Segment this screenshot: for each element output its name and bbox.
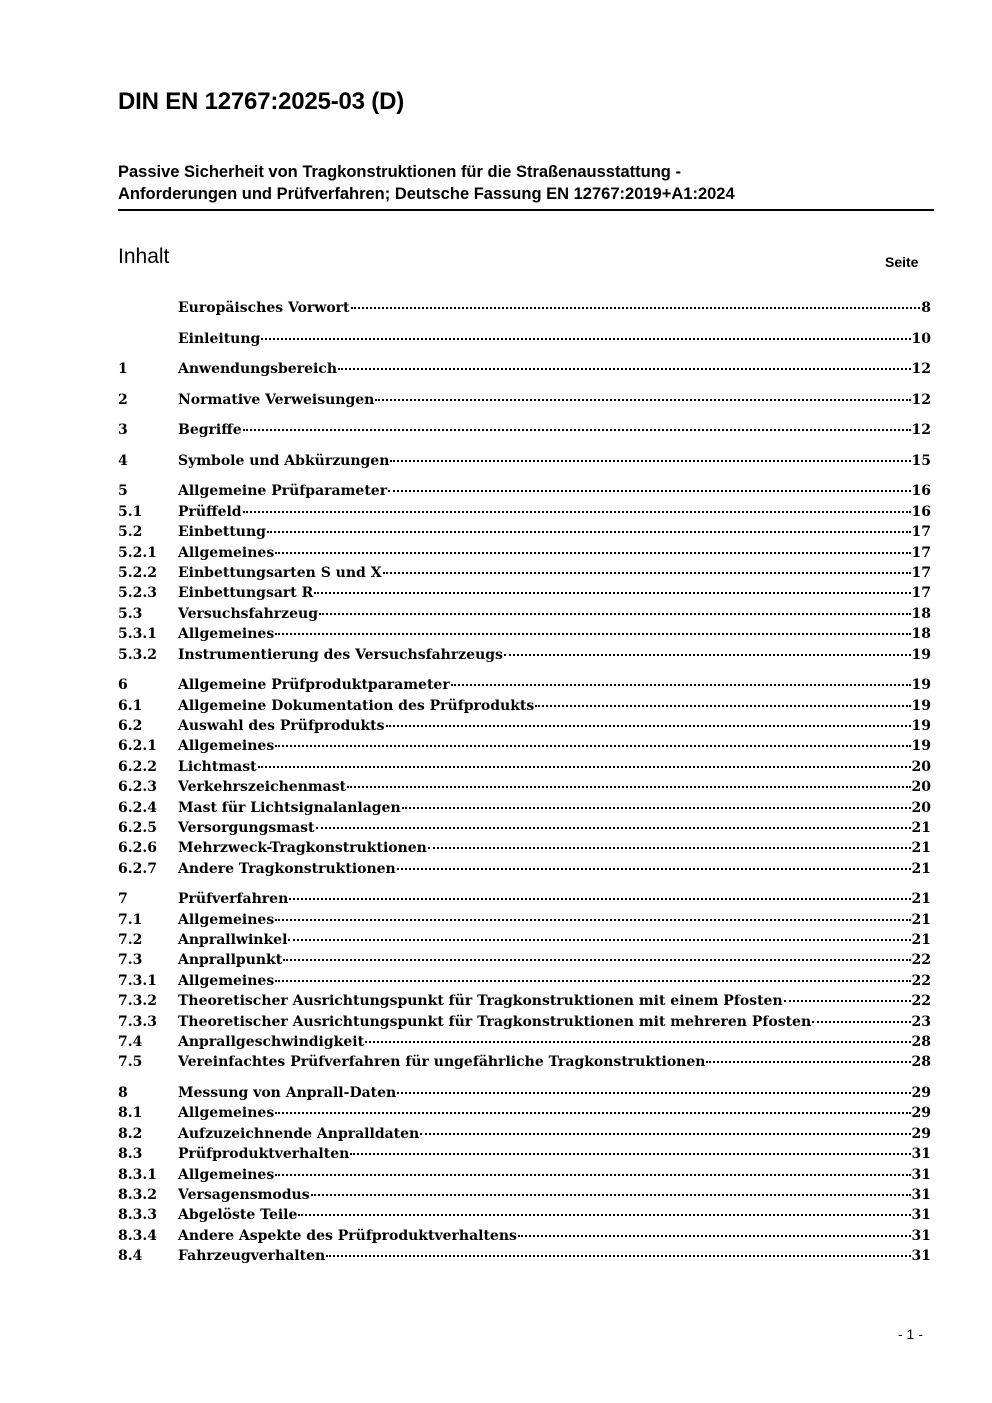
toc-entry[interactable] [118, 585, 931, 605]
toc-entry-page: 17 [911, 565, 931, 582]
toc-entry[interactable] [118, 840, 931, 860]
toc-dot-leader [518, 1235, 911, 1237]
toc-entry-title: Prüfverfahren [178, 891, 289, 908]
toc-entry-page: 22 [911, 972, 931, 989]
toc-dot-leader [375, 399, 910, 401]
toc-entry-page: 29 [911, 1105, 931, 1122]
toc-entry[interactable] [118, 392, 931, 412]
toc-entry[interactable] [118, 718, 931, 738]
toc-entry-number: 6.2.2 [118, 758, 157, 775]
toc-entry-number: 5.2.3 [118, 585, 157, 602]
toc-entry-page: 15 [911, 452, 931, 469]
toc-entry[interactable] [118, 453, 931, 473]
toc-dot-leader [504, 654, 911, 656]
toc-entry-title: Lichtmast [178, 758, 257, 775]
toc-entry[interactable] [118, 800, 931, 820]
toc-dot-leader [326, 1255, 910, 1257]
toc-entry-number: 6.2.3 [118, 779, 157, 796]
toc-entry-page: 31 [911, 1186, 931, 1203]
toc-dot-leader [402, 807, 911, 809]
toc-entry-number: 5 [118, 483, 128, 500]
toc-entry-number: 5.1 [118, 503, 143, 520]
toc-entry-page: 12 [911, 391, 931, 408]
toc-dot-leader [275, 633, 910, 635]
contents-heading: Inhalt [118, 245, 170, 268]
toc-dot-leader [275, 1174, 910, 1176]
toc-entry-title: Versagensmodus [178, 1186, 310, 1203]
toc-entry-title: Allgemeines [178, 972, 275, 989]
document-title: DIN EN 12767:2025-03 (D) [118, 88, 405, 115]
toc-entry-title: Prüfproduktverhalten [178, 1146, 350, 1163]
toc-entry-number: 7 [118, 891, 128, 908]
toc-entry-title: Auswahl des Prüfprodukts [178, 717, 385, 734]
toc-dot-leader [388, 490, 910, 492]
toc-entry-number: 8 [118, 1084, 128, 1101]
toc-entry[interactable] [118, 565, 931, 585]
toc-entry-page: 29 [911, 1125, 931, 1142]
toc-entry-number: 5.3.1 [118, 626, 157, 643]
toc-entry-number: 2 [118, 391, 128, 408]
toc-entry-page: 12 [911, 422, 931, 439]
toc-entry-title: Normative Verweisungen [178, 391, 375, 408]
toc-entry-number: 6.2.5 [118, 819, 157, 836]
toc-entry[interactable] [118, 1085, 931, 1105]
toc-entry-page: 17 [911, 544, 931, 561]
toc-entry[interactable] [118, 483, 931, 503]
toc-entry-page: 31 [911, 1248, 931, 1265]
toc-dot-leader [314, 592, 910, 594]
subtitle-line-2: Anforderungen und Prüfverfahren; Deutsche Fassung EN 12767:2019+A1:2024 [118, 185, 735, 203]
toc-entry-title: Verkehrszeichenmast [178, 779, 347, 796]
toc-dot-leader [261, 338, 910, 340]
toc-entry[interactable] [118, 759, 931, 779]
toc-entry-page: 20 [911, 779, 931, 796]
toc-dot-leader [350, 1153, 910, 1155]
toc-entry-title: Allgemeines [178, 738, 275, 755]
toc-entry-number: 5.2.2 [118, 565, 157, 582]
toc-entry[interactable] [118, 300, 931, 320]
toc-entry[interactable] [118, 820, 931, 840]
toc-entry[interactable] [118, 1105, 931, 1125]
toc-entry-title: Allgemeine Prüfproduktparameter [178, 677, 450, 694]
toc-entry-title: Begriffe [178, 422, 242, 439]
toc-entry-title: Theoretischer Ausrichtungspunkt für Tragkonstruktionen mit einem Pfosten [178, 993, 783, 1010]
toc-entry-title: Prüffeld [178, 503, 242, 520]
toc-dot-leader [275, 745, 910, 747]
toc-entry-title: Allgemeine Prüfparameter [178, 483, 388, 500]
toc-entry-number: 8.2 [118, 1125, 143, 1142]
toc-dot-leader [267, 531, 911, 533]
toc-entry-page: 31 [911, 1166, 931, 1183]
toc-dot-leader [390, 460, 910, 462]
toc-entry[interactable] [118, 524, 931, 544]
toc-dot-leader [397, 868, 911, 870]
toc-entry-page: 17 [911, 585, 931, 602]
toc-entry-page: 19 [911, 717, 931, 734]
toc-dot-leader [386, 725, 911, 727]
toc-entry-page: 18 [911, 605, 931, 622]
toc-dot-leader [258, 766, 911, 768]
toc-entry-page: 31 [911, 1146, 931, 1163]
toc-entry-title: Vereinfachtes Prüfverfahren für ungefährliche Tragkonstruktionen [178, 1054, 706, 1071]
toc-entry-page: 31 [911, 1207, 931, 1224]
toc-entry[interactable] [118, 361, 931, 381]
toc-entry-number: 8.4 [118, 1248, 143, 1265]
toc-entry-title: Andere Aspekte des Prüfproduktverhaltens [178, 1227, 517, 1244]
toc-entry-number: 5.3.2 [118, 646, 157, 663]
toc-entry-number: 6.2.1 [118, 738, 157, 755]
toc-entry-page: 17 [911, 524, 931, 541]
toc-entry-page: 10 [911, 330, 931, 347]
toc-dot-leader [288, 939, 910, 941]
table-of-contents [118, 300, 931, 1268]
toc-dot-leader [275, 980, 910, 982]
toc-entry-title: Allgemeines [178, 911, 275, 928]
toc-entry-page: 21 [911, 932, 931, 949]
toc-entry-number: 8.3.3 [118, 1207, 157, 1224]
toc-entry-number: 8.3.4 [118, 1227, 157, 1244]
toc-entry-page: 19 [911, 646, 931, 663]
toc-entry-title: Allgemeines [178, 1166, 275, 1183]
toc-entry[interactable] [118, 331, 931, 351]
toc-entry-number: 5.2 [118, 524, 143, 541]
toc-entry-number: 8.1 [118, 1105, 143, 1122]
toc-entry[interactable] [118, 1034, 931, 1054]
toc-entry-page: 8 [921, 300, 931, 316]
toc-entry-title: Einbettungsart R [178, 585, 314, 602]
toc-entry-title: Mast für Lichtsignalanlagen [178, 799, 401, 816]
toc-dot-leader [311, 1194, 911, 1196]
toc-dot-leader [275, 919, 910, 921]
toc-entry-number: 6 [118, 677, 128, 694]
toc-entry[interactable] [118, 861, 931, 881]
toc-entry-title: Allgemeines [178, 544, 275, 561]
toc-entry-title: Europäisches Vorwort [178, 300, 350, 316]
toc-entry-page: 28 [911, 1034, 931, 1050]
toc-entry-page: 28 [911, 1054, 931, 1071]
toc-entry-number: 6.2 [118, 717, 143, 734]
toc-dot-leader [275, 552, 910, 554]
document-subtitle [118, 161, 934, 211]
toc-entry-number: 7.3.3 [118, 1013, 157, 1030]
toc-entry[interactable] [118, 626, 931, 646]
toc-entry[interactable] [118, 1167, 931, 1187]
toc-dot-leader [535, 705, 910, 707]
toc-dot-leader [316, 827, 911, 829]
toc-entry[interactable] [118, 912, 931, 932]
toc-entry[interactable] [118, 993, 931, 1013]
toc-entry[interactable] [118, 1014, 931, 1034]
toc-entry-number: 7.5 [118, 1054, 143, 1071]
toc-entry-number: 4 [118, 452, 128, 469]
toc-entry-page: 20 [911, 799, 931, 816]
toc-entry-number: 5.3 [118, 605, 143, 622]
toc-dot-leader [451, 684, 911, 686]
toc-entry-number: 8.3.2 [118, 1186, 157, 1203]
toc-entry-page: 29 [911, 1084, 931, 1101]
toc-entry[interactable] [118, 1248, 931, 1268]
toc-entry-page: 21 [911, 860, 931, 877]
toc-entry[interactable] [118, 422, 931, 442]
toc-entry-page: 21 [911, 840, 931, 857]
toc-entry[interactable] [118, 891, 931, 911]
toc-entry-number: 8.3.1 [118, 1166, 157, 1183]
toc-entry[interactable] [118, 647, 931, 667]
toc-entry[interactable] [118, 738, 931, 758]
toc-entry-title: Einbettung [178, 524, 266, 541]
toc-entry-number: 3 [118, 422, 128, 439]
toc-entry-number: 7.3 [118, 952, 143, 969]
toc-dot-leader [275, 1112, 910, 1114]
toc-entry[interactable] [118, 545, 931, 565]
toc-entry-title: Messung von Anprall-Daten [178, 1084, 397, 1101]
toc-entry-number: 1 [118, 361, 128, 378]
toc-dot-leader [289, 898, 910, 900]
toc-entry[interactable] [118, 1054, 931, 1074]
toc-entry-page: 20 [911, 758, 931, 775]
toc-entry[interactable] [118, 952, 931, 972]
toc-entry-number: 7.3.1 [118, 972, 157, 989]
toc-entry-page: 22 [911, 993, 931, 1010]
toc-entry[interactable] [118, 932, 931, 952]
toc-dot-leader [351, 307, 921, 309]
toc-dot-leader [298, 1214, 910, 1216]
toc-dot-leader [338, 368, 911, 370]
toc-entry-title: Mehrzweck-Tragkonstruktionen [178, 840, 427, 857]
toc-entry-page: 22 [911, 952, 931, 969]
toc-dot-leader [397, 1092, 910, 1094]
toc-entry-title: Abgelöste Teile [178, 1207, 298, 1224]
toc-dot-leader [243, 429, 911, 431]
toc-entry[interactable] [118, 1187, 931, 1207]
toc-entry-number: 7.1 [118, 911, 143, 928]
toc-entry-page: 23 [911, 1013, 931, 1030]
toc-entry-title: Theoretischer Ausrichtungspunkt für Tragkonstruktionen mit mehreren Pfosten [178, 1013, 812, 1030]
toc-entry-title: Allgemeine Dokumentation des Prüfprodukts [178, 697, 535, 714]
toc-entry[interactable] [118, 1126, 931, 1146]
toc-entry-title: Aufzuzeichnende Anpralldaten [178, 1125, 420, 1142]
toc-entry[interactable] [118, 1146, 931, 1166]
toc-dot-leader [784, 1000, 911, 1002]
toc-dot-leader [243, 511, 911, 513]
toc-dot-leader [706, 1061, 910, 1063]
toc-entry-page: 12 [911, 361, 931, 378]
toc-entry-number: 6.2.6 [118, 840, 157, 857]
toc-entry[interactable] [118, 504, 931, 524]
toc-entry-number: 7.2 [118, 932, 143, 949]
toc-entry-title: Versorgungsmast [178, 819, 315, 836]
toc-entry-title: Versuchsfahrzeug [178, 605, 318, 622]
toc-dot-leader [812, 1021, 910, 1023]
toc-entry-title: Anprallpunkt [178, 952, 283, 969]
toc-entry-number: 8.3 [118, 1146, 143, 1163]
toc-entry[interactable] [118, 1228, 931, 1248]
toc-dot-leader [319, 613, 911, 615]
toc-entry-title: Instrumentierung des Versuchsfahrzeugs [178, 646, 503, 663]
toc-entry-page: 19 [911, 697, 931, 714]
toc-entry-number: 5.2.1 [118, 544, 157, 561]
toc-entry[interactable] [118, 606, 931, 626]
toc-entry-title: Allgemeines [178, 626, 275, 643]
toc-entry-page: 21 [911, 891, 931, 908]
toc-entry-title: Symbole und Abkürzungen [178, 452, 390, 469]
toc-entry-title: Allgemeines [178, 1105, 275, 1122]
toc-entry-number: 7.4 [118, 1034, 143, 1050]
toc-entry-title: Andere Tragkonstruktionen [178, 860, 396, 877]
toc-entry[interactable] [118, 779, 931, 799]
toc-entry-page: 31 [911, 1227, 931, 1244]
toc-dot-leader [347, 786, 910, 788]
toc-entry-page: 16 [911, 503, 931, 520]
toc-entry-title: Einleitung [178, 330, 261, 347]
toc-entry-title: Fahrzeugverhalten [178, 1248, 326, 1265]
toc-entry-number: 7.3.2 [118, 993, 157, 1010]
page-column-heading: Seite [885, 254, 919, 270]
toc-entry-number: 6.2.4 [118, 799, 157, 816]
toc-entry-page: 19 [911, 738, 931, 755]
toc-dot-leader [283, 959, 910, 961]
toc-dot-leader [420, 1133, 910, 1135]
toc-dot-leader [365, 1041, 910, 1043]
toc-entry-number: 6.2.7 [118, 860, 157, 877]
toc-entry-page: 21 [911, 819, 931, 836]
toc-entry-number: 6.1 [118, 697, 143, 714]
toc-entry-title: Anwendungsbereich [178, 361, 337, 378]
toc-entry[interactable] [118, 1207, 931, 1227]
toc-entry-page: 18 [911, 626, 931, 643]
toc-entry-title: Anprallgeschwindigkeit [178, 1034, 365, 1050]
toc-entry-page: 16 [911, 483, 931, 500]
page-number: - 1 - [898, 1326, 923, 1342]
toc-entry-title: Einbettungsarten S und X [178, 565, 382, 582]
toc-dot-leader [428, 847, 911, 849]
toc-entry[interactable] [118, 973, 931, 993]
toc-entry-page: 21 [911, 911, 931, 928]
toc-entry[interactable] [118, 677, 931, 697]
toc-entry-title: Anprallwinkel [178, 932, 288, 949]
toc-dot-leader [383, 572, 911, 574]
toc-entry-page: 19 [911, 677, 931, 694]
toc-entry[interactable] [118, 698, 931, 718]
subtitle-line-1: Passive Sicherheit von Tragkonstruktionen für die Straßenausstattung - [118, 163, 681, 181]
